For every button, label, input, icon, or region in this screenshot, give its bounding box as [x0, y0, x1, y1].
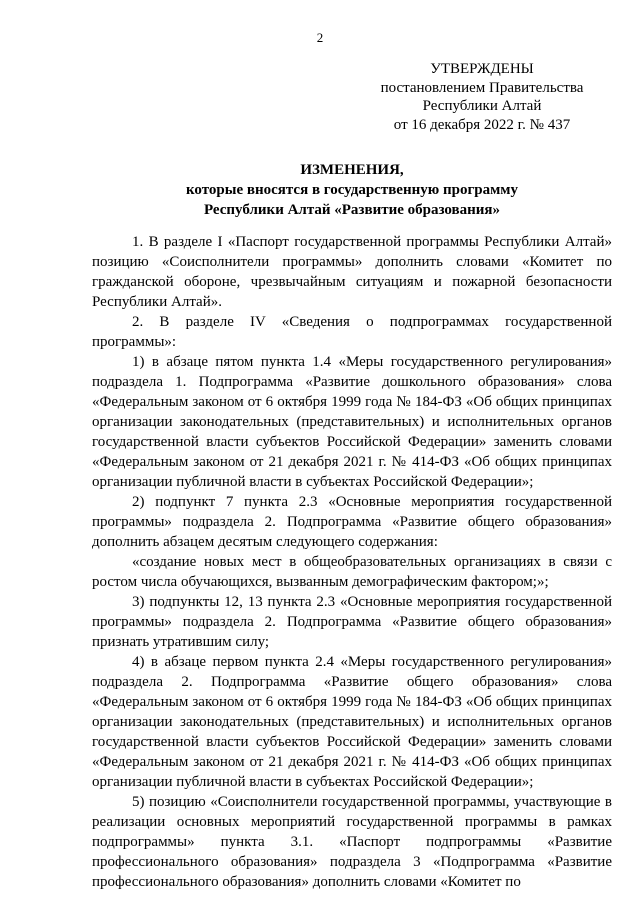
approval-line: Республики Алтай [422, 98, 542, 114]
approval-line: постановлением Правительства [380, 79, 584, 96]
document-heading [92, 160, 612, 220]
approval-date: от 16 декабря 2022 г. № 437 [393, 116, 571, 133]
paragraph: 2. В разделе IV «Сведения о подпрограммах государственной программы»: [92, 314, 612, 350]
paragraph: 2) подпункт 7 пункта 2.3 «Основные мероприятия государственной программы» подраздела 2. Подпрограмма «Развитие общего образования» дополнить абзацем десятым следующего содержания: [92, 494, 612, 550]
page-number: 2 [316, 30, 324, 45]
approval-title: УТВЕРЖДЕНЫ [430, 61, 534, 77]
document-subtitle: которые вносятся в государственную программу [185, 182, 519, 198]
paragraph: 5) позицию «Соисполнители государственной программы, участвующие в реализации основных мероприятий государственной программы в рамках подпрограммы» пункта 3.1. «Паспорт подпрограммы «Развитие профессионального образования» подраздела 3 «Подпрограмма «Развитие профессионального образования» дополнить словами «Комитет по [92, 794, 612, 890]
document-body [92, 232, 612, 892]
paragraph: «создание новых мест в общеобразовательных организациях в связи с ростом числа обучающихся, вызванным демографическим фактором;»; [92, 554, 612, 590]
paragraph: 3) подпункты 12, 13 пункта 2.3 «Основные мероприятия государственной программы» подраздела 2. Подпрограмма «Развитие общего образования» признать утратившим силу; [92, 594, 612, 650]
paragraph: 4) в абзаце первом пункта 2.4 «Меры государственного регулирования» подраздела 2. Подпрограмма «Развитие общего образования» слова «Федеральным законом от 6 октября 1999 года № 184-ФЗ «Об общих принципах организации законодательных (представительных) и исполнительных органов государственной власти субъектов Российской Федерации» заменить словами «Федеральным законом от 21 декабря 2021 г. № 414-ФЗ «Об общих принципах организации публичной власти в субъектах Российской Федерации»; [92, 654, 612, 790]
document-subtitle: Республики Алтай «Развитие образования» [203, 202, 501, 218]
document-title: ИЗМЕНЕНИЯ, [300, 162, 404, 178]
paragraph: 1) в абзаце пятом пункта 1.4 «Меры государственного регулирования» подраздела 1. Подпрограмма «Развитие дошкольного образования» слова «Федеральным законом от 6 октября 1999 года № 184-ФЗ «Об общих принципах организации законодательных (представительных) и исполнительных органов государственной власти субъектов Российской Федерации» заменить словами «Федеральным законом от 21 декабря 2021 г. № 414-ФЗ «Об общих принципах организации публичной власти в субъектах Российской Федерации»; [92, 354, 612, 490]
approval-block [372, 60, 592, 134]
paragraph: 1. В разделе I «Паспорт государственной программы Республики Алтай» позицию «Соисполнители программы» дополнить словами «Комитет по гражданской обороне, чрезвычайным ситуациям и пожарной безопасности Республики Алтай». [92, 234, 612, 310]
